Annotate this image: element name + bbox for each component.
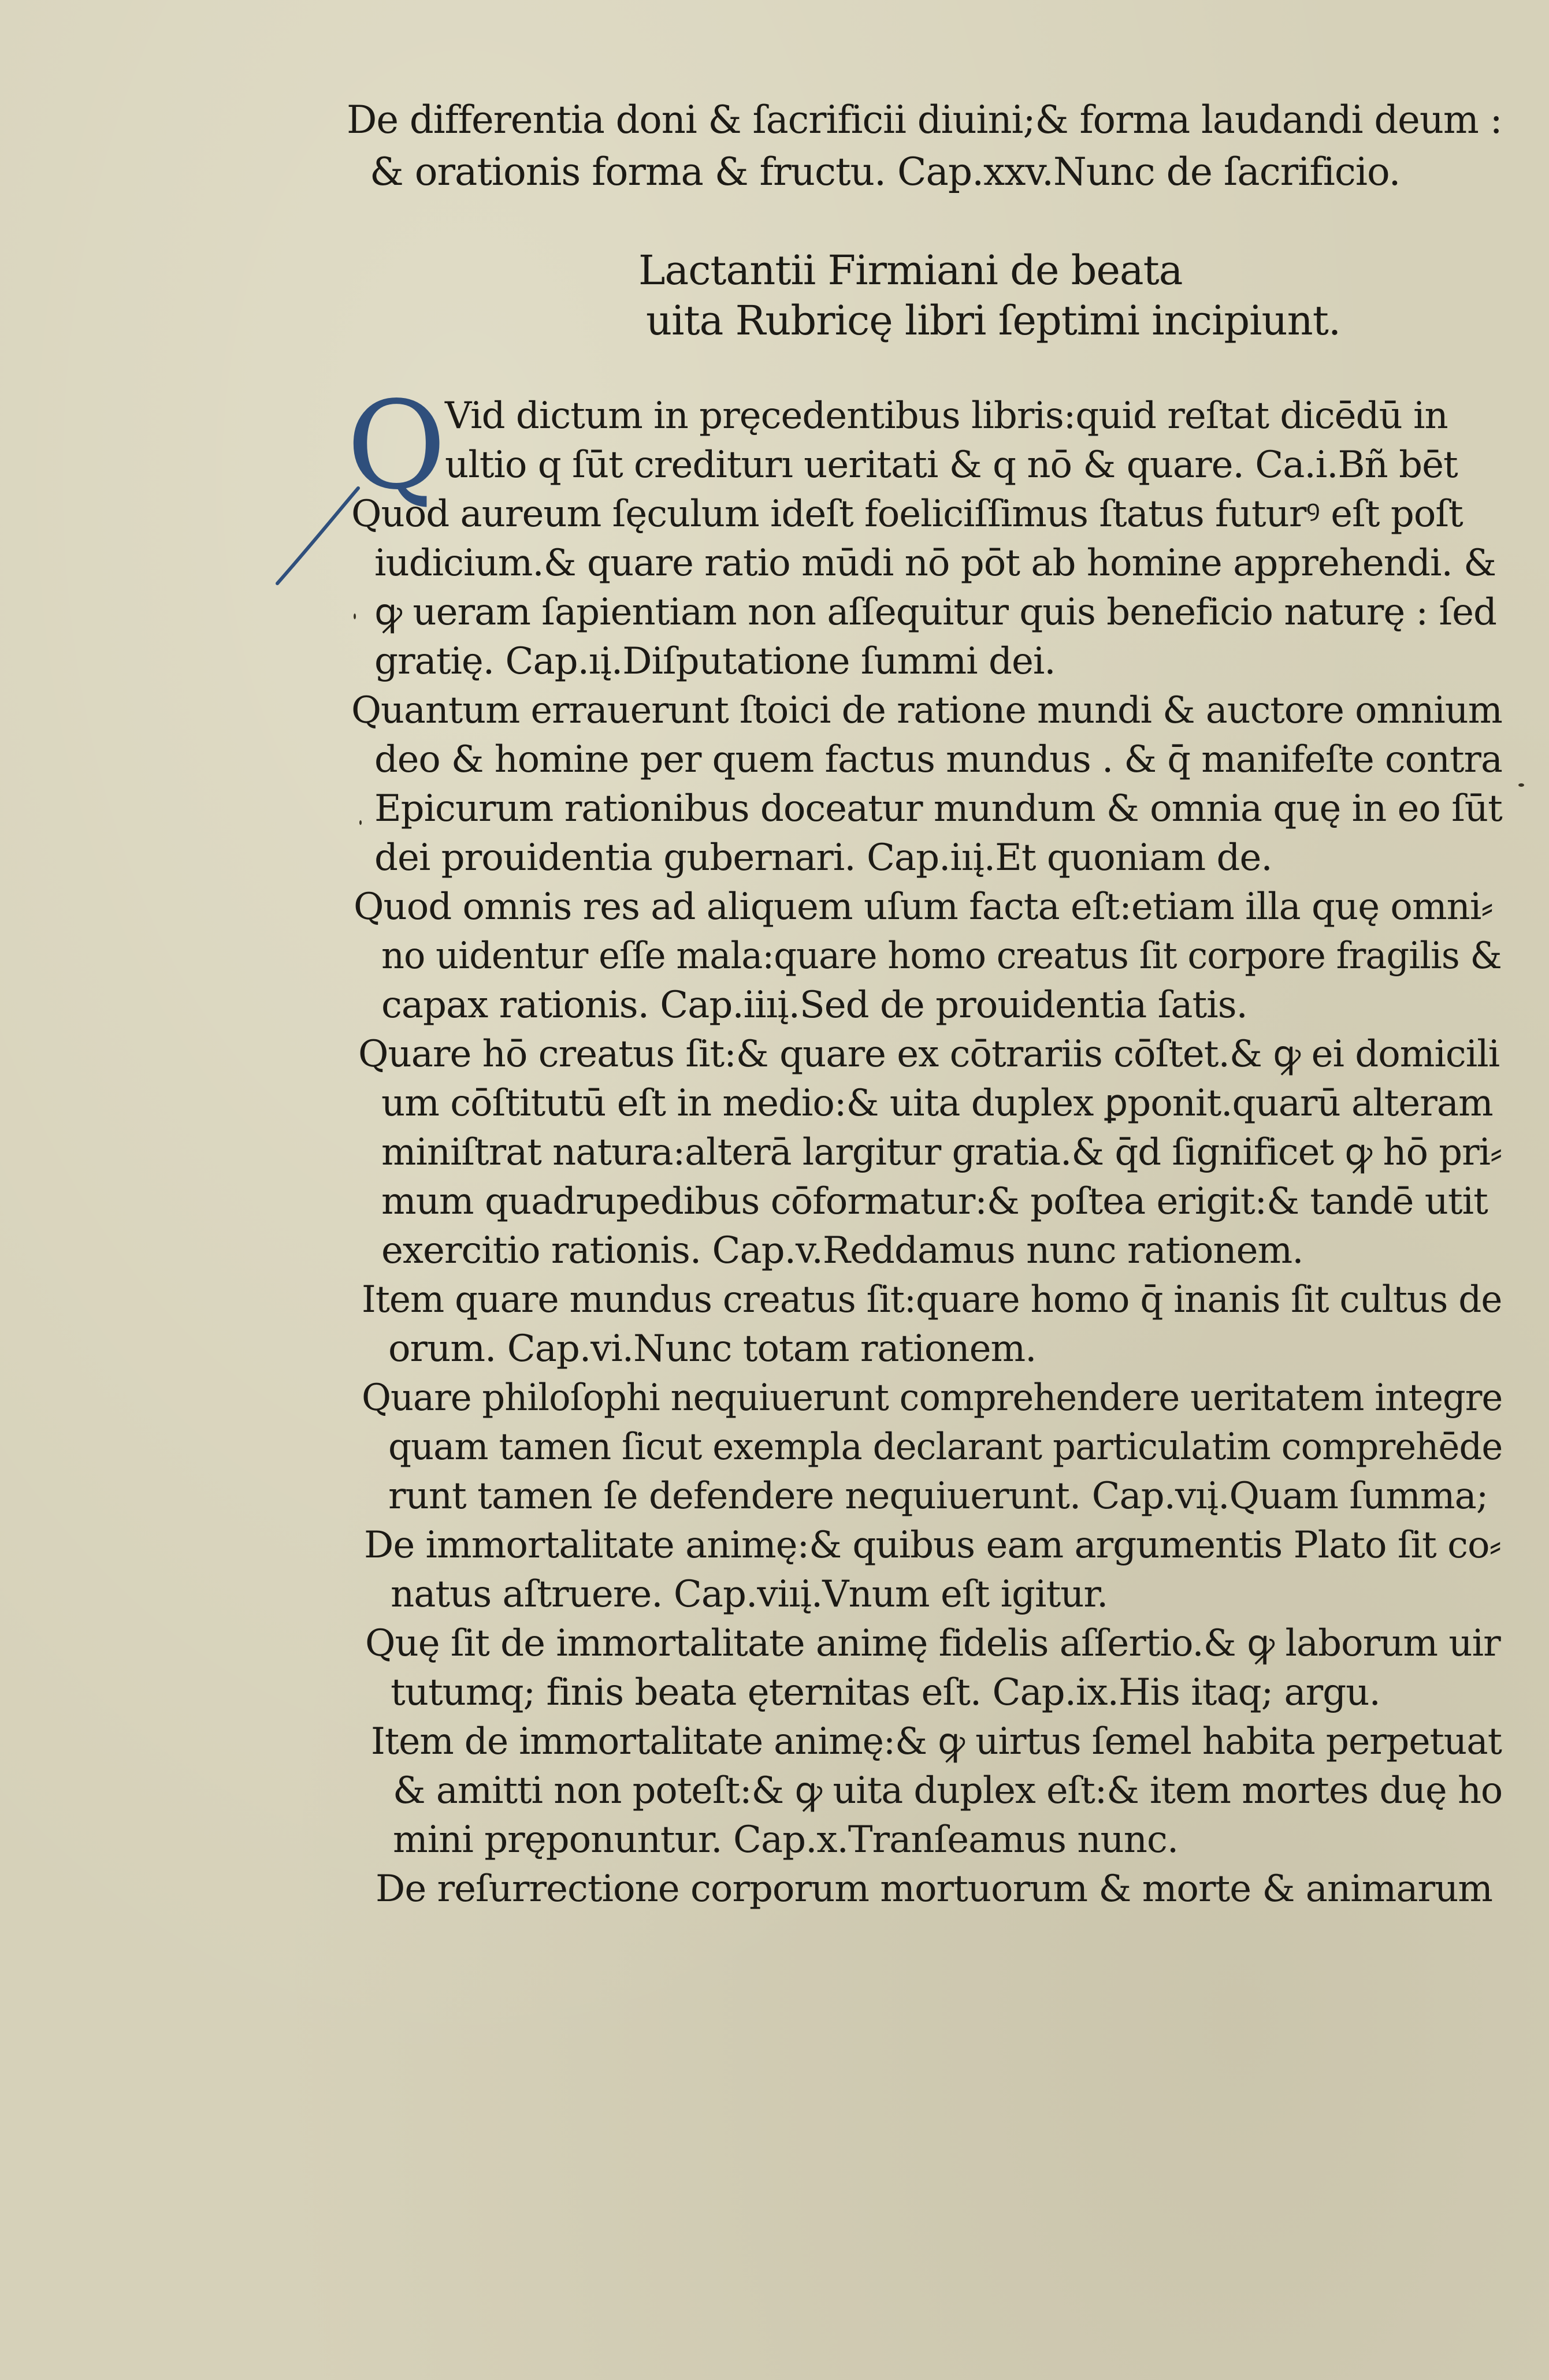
chapter-line-2: ultio q ſūt crediturı ueritati & q nō & quare. Ca.i.Bñ bēt [445, 444, 1458, 486]
decorated-initial-q-icon: Q [347, 375, 447, 516]
chapter-line-26: Quę ſit de immortalitate animę fidelis aſſertio.& ꝙ laborum uir [365, 1622, 1500, 1665]
chapter-line-23: runt tamen ſe defendere nequiuerunt. Cap.vıį.Quam ſumma; [388, 1475, 1488, 1518]
chapter-line-15: um cōſtitutū eſt in medio:& uita duplex ꝑponit.quarū alteram [381, 1082, 1493, 1125]
chapter-line-22: quam tamen ſicut exempla declarant particulatim comprehēde [388, 1426, 1503, 1468]
heading-line-2: & orationis forma & fructu. Cap.xxv.Nunc de ſacrificio. [370, 150, 1401, 194]
chapter-line-21: Quare philoſophi nequiuerunt comprehendere ueritatem integre [362, 1377, 1503, 1419]
chapter-line-25: natus aſtruere. Cap.viıį.Vnum eſt igitur. [391, 1573, 1108, 1616]
chapter-line-24: De immortalitate animę:& quibus eam argumentis Plato ſit co⸗ [364, 1524, 1501, 1567]
chapter-line-31: De reſurrectione corporum mortuorum & morte & animarum [376, 1868, 1492, 1910]
chapter-line-14: Quare hō creatus ſit:& quare ex cōtrariis cōſtet.& ꝙ ei domicili [358, 1033, 1500, 1076]
chapter-line-29: & amitti non poteſt:& ꝙ uita duplex eſt:& item mortes duę ho [393, 1769, 1503, 1812]
chapter-line-30: mini pręponuntur. Cap.x.Tranſeamus nunc. [393, 1819, 1179, 1861]
chapter-line-17: mum quadrupedibus cōformatur:& poſtea erigit:& tandē utit [381, 1180, 1488, 1223]
heading-line-1: De differentia doni & ſacrificii diuini;& forma laudandi deum : [347, 98, 1502, 142]
chapter-line-27: tutumq; finis beata ęternitas eſt. Cap.ix.His itaq; argu. [391, 1671, 1380, 1714]
ink-speck [359, 820, 362, 825]
ink-speck [1518, 783, 1524, 787]
chapter-line-12: no uidentur eſſe mala:quare homo creatus ſit corpore fragilis & [381, 935, 1502, 977]
chapter-line-6: gratię. Cap.ıį.Diſputatione ſummi dei. [374, 640, 1056, 683]
chapter-line-28: Item de immortalitate animę:& ꝙ uirtus ſemel habita perpetuat [371, 1720, 1502, 1763]
chapter-line-1: Vid dictum in pręcedentibus libris:quid reſtat dicēdū in [445, 395, 1448, 437]
rubric-title-line-2: uita Rubricę libri ſeptimi incipiunt. [646, 297, 1341, 344]
chapter-line-3: Quod aureum ſęculum ideſt foeliciſſimus ſtatus futurꝰ eſt poſt [351, 493, 1463, 536]
chapter-line-19: Item quare mundus creatus ſit:quare homo q̄ inanis ſit cultus de [362, 1278, 1502, 1321]
chapter-line-11: Quod omnis res ad aliquem uſum facta eſt:etiam illa quę omni⸗ [354, 886, 1493, 928]
chapter-line-20: orum. Cap.vi.Nunc totam rationem. [388, 1327, 1037, 1370]
initial-flourish-icon [272, 485, 364, 589]
chapter-line-9: Epicurum rationibus doceatur mundum & omnia quę in eo ſūt [374, 787, 1502, 830]
chapter-line-16: miniſtrat natura:alterā largitur gratia.& q̄d ſignificet ꝙ hō pri⸗ [381, 1131, 1502, 1174]
chapter-line-7: Quantum errauerunt ſtoici de ratione mundi & auctore omnium [351, 689, 1502, 732]
chapter-line-13: capax rationis. Cap.iiıį.Sed de prouidentia ſatis. [381, 984, 1247, 1027]
ink-speck [354, 613, 356, 619]
rubric-title-line-1: Lactantii Firmiani de beata [638, 247, 1183, 294]
chapter-line-5: ꝙ ueram ſapientiam non aſſequitur quis beneficio naturę : ſed [374, 591, 1496, 634]
chapter-line-4: iudicium.& quare ratio mūdi nō pōt ab homine apprehendi. & [374, 542, 1496, 585]
chapter-line-18: exercitio rationis. Cap.v.Reddamus nunc rationem. [381, 1229, 1303, 1272]
chapter-line-8: deo & homine per quem factus mundus . & q̄ manifeſte contra [374, 738, 1502, 781]
chapter-line-10: dei prouidentia gubernari. Cap.iıį.Et quoniam de. [374, 836, 1272, 879]
